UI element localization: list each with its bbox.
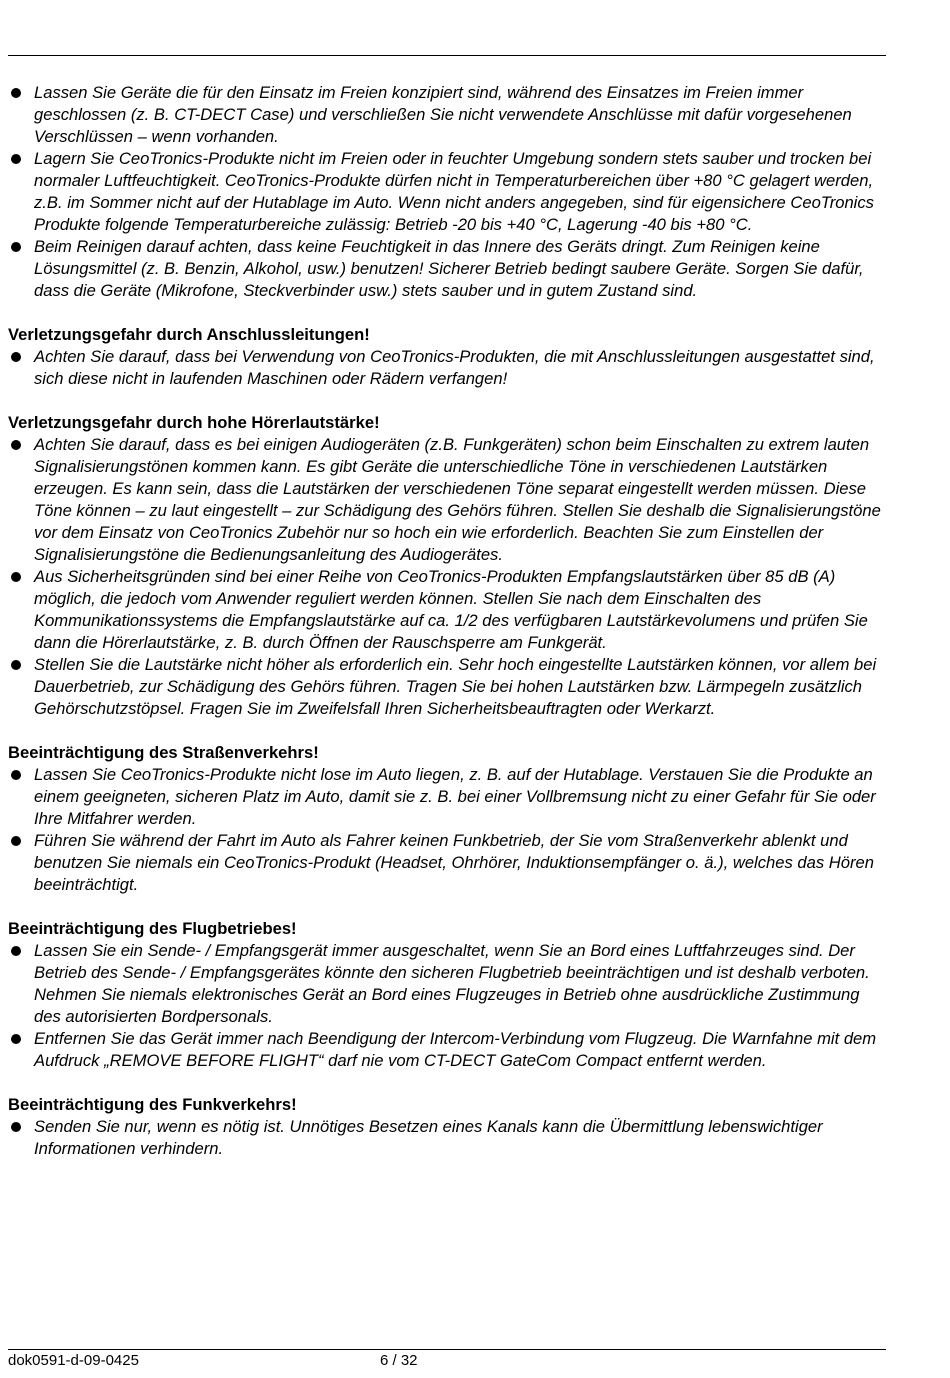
bullet-icon xyxy=(11,572,21,582)
section-road-traffic xyxy=(8,742,890,896)
footer-rule xyxy=(8,1349,886,1350)
bullet-icon xyxy=(11,836,21,846)
list-item: Führen Sie während der Fahrt im Auto als Fahrer keinen Funkbetrieb, der Sie vom Straßenverkehr ablenkt und benutzen Sie niemals ein CeoTronics-Produkt (Headset, Ohrhörer, Induktionsempfänger o. ä.), welches das Hören beeinträchtigt. xyxy=(8,830,890,896)
section-heading: Beeinträchtigung des Funkverkehrs! xyxy=(8,1095,297,1114)
section-flight xyxy=(8,918,890,1072)
page-number: 6 / 32 xyxy=(380,1352,418,1369)
section-heading: Verletzungsgefahr durch Anschlussleitungen! xyxy=(8,325,370,344)
section-heading: Beeinträchtigung des Flugbetriebes! xyxy=(8,919,297,938)
list-item: Beim Reinigen darauf achten, dass keine Feuchtigkeit in das Innere des Geräts dringt. Zum Reinigen keine Lösungsmittel (z. B. Benzin, Alkohol, usw.) benutzen! Sicherer Betrieb bedingt saubere Geräte. Sorgen Sie dafür, dass die Geräte (Mikrofone, Steckverbinder usw.) stets sauber und in gutem Zustand sind. xyxy=(8,236,890,302)
list-item: Lassen Sie Geräte die für den Einsatz im Freien konzipiert sind, während des Einsatzes im Freien immer geschlossen (z. B. CT-DECT Case) und verschließen Sie nicht verwendete Anschlüsse mit dafür vorgesehenen Verschlüssen – wenn vorhanden. xyxy=(8,82,890,148)
bullet-icon xyxy=(11,440,21,450)
bullet-icon xyxy=(11,88,21,98)
list-item: Aus Sicherheitsgründen sind bei einer Reihe von CeoTronics-Produkten Empfangslautstärken über 85 dB (A) möglich, die jedoch vom Anwender reguliert werden können. Stellen Sie nach dem Einschalten des Kommunikationssystems die Empfangslautstärke auf ca. 1/2 des verfügbaren Lautstärkevolumens und prüfen Sie dann die Hörerlautstärke, z. B. durch Öffnen der Rauschsperre am Funkgerät. xyxy=(8,566,890,654)
list-item: Lagern Sie CeoTronics-Produkte nicht im Freien oder in feuchter Umgebung sondern stets sauber und trocken bei normaler Luftfeuchtigkeit. CeoTronics-Produkte dürfen nicht in Temperaturbereichen über +80 °C gelagert werden, z.B. im Sommer nicht auf der Hutablage im Auto. Wenn nicht anders angegeben, sind für eigensichere CeoTronics Produkte folgende Temperaturbereiche zulässig: Betrieb -20 bis +40 °C, Lagerung -40 bis +80 °C. xyxy=(8,148,890,236)
list-item: Senden Sie nur, wenn es nötig ist. Unnötiges Besetzen eines Kanals kann die Übermittlung lebenswichtiger Informationen verhindern. xyxy=(8,1116,890,1160)
bullet-icon xyxy=(11,242,21,252)
section-heading: Verletzungsgefahr durch hohe Hörerlautstärke! xyxy=(8,413,380,432)
document-id: dok0591-d-09-0425 xyxy=(8,1352,139,1369)
section-general xyxy=(8,82,890,302)
list-item: Achten Sie darauf, dass bei Verwendung von CeoTronics-Produkten, die mit Anschlussleitungen ausgestattet sind, sich diese nicht in laufenden Maschinen oder Rädern verfangen! xyxy=(8,346,890,390)
section-radio-traffic xyxy=(8,1094,890,1160)
header-rule xyxy=(8,55,886,56)
bullet-icon xyxy=(11,154,21,164)
list-item: Achten Sie darauf, dass es bei einigen Audiogeräten (z.B. Funkgeräten) schon beim Einschalten zu extrem lauten Signalisierungstönen kommen kann. Es gibt Geräte die unterschiedliche Töne in verschiedenen Lautstärken erzeugen. Es kann sein, dass die Lautstärken der verschiedenen Töne separat eingestellt werden müssen. Diese Töne können – zu laut eingestellt – zur Schädigung des Gehörs führen. Stellen Sie deshalb die Signalisierungstöne vor dem Einsatz von CeoTronics Zubehör nur so hoch ein wie erforderlich. Beachten Sie zum Einstellen der Signalisierungstöne die Bedienungsanleitung des Audiogerätes. xyxy=(8,434,890,566)
list-item: Lassen Sie CeoTronics-Produkte nicht lose im Auto liegen, z. B. auf der Hutablage. Verstauen Sie die Produkte an einem geeigneten, sicheren Platz im Auto, damit sie z. B. bei einer Vollbremsung nicht zu einer Gefahr für Sie oder Ihre Mitfahrer werden. xyxy=(8,764,890,830)
document-body xyxy=(8,82,890,1160)
bullet-icon xyxy=(11,770,21,780)
bullet-icon xyxy=(11,660,21,670)
section-heading: Beeinträchtigung des Straßenverkehrs! xyxy=(8,743,319,762)
bullet-icon xyxy=(11,946,21,956)
section-volume xyxy=(8,412,890,720)
section-cables xyxy=(8,324,890,390)
list-item: Entfernen Sie das Gerät immer nach Beendigung der Intercom-Verbindung vom Flugzeug. Die Warnfahne mit dem Aufdruck „REMOVE BEFORE FLIGHT“ darf nie vom CT-DECT GateCom Compact entfernt werden. xyxy=(8,1028,890,1072)
list-item: Lassen Sie ein Sende- / Empfangsgerät immer ausgeschaltet, wenn Sie an Bord eines Luftfahrzeuges sind. Der Betrieb des Sende- / Empfangsgerätes könnte den sicheren Flugbetrieb beeinträchtigen und ist deshalb verboten. Nehmen Sie niemals elektronisches Gerät an Bord eines Flugzeuges in Betrieb ohne ausdrückliche Zustimmung des autorisierten Bordpersonals. xyxy=(8,940,890,1028)
bullet-icon xyxy=(11,1122,21,1132)
list-item: Stellen Sie die Lautstärke nicht höher als erforderlich ein. Sehr hoch eingestellte Lautstärken können, vor allem bei Dauerbetrieb, zur Schädigung des Gehörs führen. Tragen Sie bei hohen Lautstärken bzw. Lärmpegeln zusätzlich Gehörschutzstöpsel. Fragen Sie im Zweifelsfall Ihren Sicherheitsbeauftragten oder Werkarzt. xyxy=(8,654,890,720)
bullet-icon xyxy=(11,1034,21,1044)
bullet-icon xyxy=(11,352,21,362)
